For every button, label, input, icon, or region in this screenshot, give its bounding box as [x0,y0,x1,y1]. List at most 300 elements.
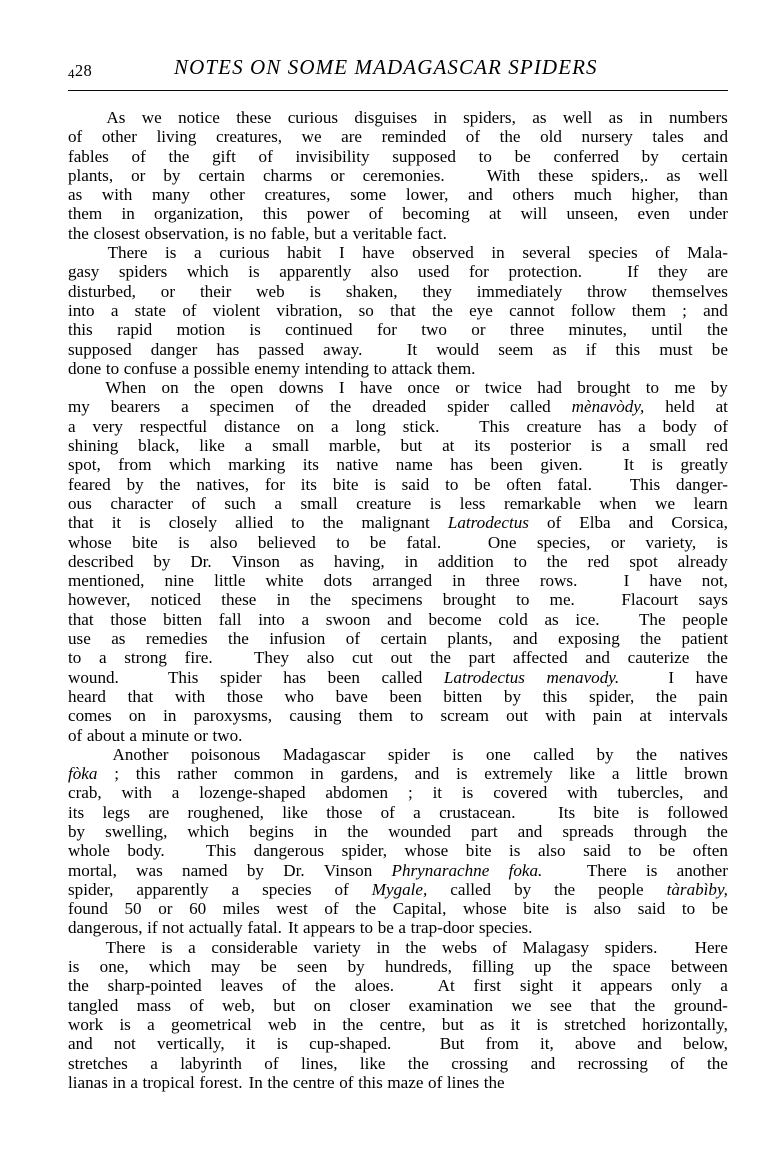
word: bite [523,899,549,919]
word: One [487,532,517,552]
word: or [471,320,486,340]
word: strong [124,648,167,668]
word: if [585,339,597,359]
word: the [499,127,521,147]
text-line [68,417,728,436]
word: When [105,378,147,398]
word: supposed [68,339,132,359]
word: with [545,706,576,726]
word: of [380,802,395,822]
word: like [569,764,596,784]
word: tales [652,127,684,147]
word: patient [681,629,728,649]
word: which [148,957,191,977]
word: lower, [405,185,449,205]
word: passed [258,339,304,359]
text-line [68,455,728,474]
word: as [299,551,315,571]
word: by [596,744,614,764]
word: stick. [402,416,440,436]
word: the [706,1053,728,1073]
word: with [567,783,598,803]
word: begins [249,821,294,841]
word: three [509,320,545,340]
word: or [158,899,173,919]
word: extremely [484,764,553,784]
word: with [174,686,206,706]
word: with [121,783,152,803]
word: pain [698,686,728,706]
word: of [345,629,361,649]
word: invisibility [295,146,370,166]
word: natives [679,744,728,764]
word: was [136,860,163,880]
word: appears [600,976,653,996]
word: much [573,185,612,205]
word: creatures, [216,127,283,147]
word: up [534,957,552,977]
word: black, [138,436,180,456]
word: minutes, [568,320,627,340]
word: a [181,358,190,378]
word: whose [68,532,112,552]
word: seem [498,339,534,359]
text-line [68,397,728,416]
word: at [488,204,502,224]
word: to [291,513,305,533]
word: we [301,127,322,147]
word: lianas [68,1072,108,1092]
text-line [68,359,728,378]
word: pain [592,706,623,726]
word: open [230,378,264,398]
word: into [68,300,95,320]
word: 60 [189,899,207,919]
word: some [350,185,387,205]
word: out [506,706,528,726]
word: under [689,204,728,224]
word: notice [178,108,220,127]
word: by [347,957,365,977]
text-line [68,996,728,1015]
word: ; [407,783,413,803]
word: it [432,783,443,803]
word: heard [68,686,106,706]
word: in [376,937,390,957]
word: dangerous [253,841,325,861]
word: web, [222,995,255,1015]
word: mortal, [68,860,117,880]
word: is [461,783,474,803]
word: and [517,821,543,841]
word: of [546,513,562,533]
word: is [233,223,245,243]
word: shaken, [345,281,398,301]
text-line [68,127,728,146]
word: brought [577,378,631,398]
word: part [471,821,498,841]
word: natives, [196,474,250,494]
word: whose [463,899,507,919]
word: plants, [447,629,493,649]
word: their [199,281,232,301]
word: in [310,764,324,784]
word: throw [587,281,628,301]
word: power [306,204,350,224]
word: a [188,937,196,957]
word: is [178,532,190,552]
word: supposed [392,146,456,166]
word: its [474,436,491,456]
word: that [590,995,616,1015]
word: Corsica, [671,513,728,533]
running-head [68,55,728,85]
word: ; [682,300,687,320]
word: we [655,493,676,513]
word: addition [437,551,494,571]
word: closer [349,995,391,1015]
word: native [336,455,379,475]
word: the [355,899,377,919]
word: followed [667,802,728,822]
word: the [159,474,181,494]
word: a [171,783,180,803]
word: Dr. [283,860,305,880]
word: a [398,918,407,938]
text-line [68,185,728,204]
word: sharp-pointed [107,976,202,996]
word: leaves [220,976,264,996]
word: possible [193,358,250,378]
word: the [706,821,728,841]
word: not, [701,571,728,591]
word: creature [356,493,412,513]
italic-term: Latrodectus [443,667,525,687]
text-line [68,590,728,609]
word: it, [540,1034,554,1054]
word: the [707,648,728,668]
word: two. [212,725,243,745]
word: ground- [673,995,728,1015]
word: respectful [139,416,208,436]
word: cup-shaped. [309,1034,392,1054]
word: rapid [117,320,153,340]
word: or [160,281,176,301]
word: like [199,436,225,456]
word: ice. [575,609,600,629]
word: that [68,609,94,629]
word: by [503,686,522,706]
word: It [623,455,635,475]
word: of [182,300,197,320]
word: old [540,127,562,147]
word: this [135,764,161,784]
word: fact. [416,223,447,243]
word: as [68,185,83,205]
word: It [406,339,418,359]
word: crustacean. [439,802,516,822]
word: and [703,127,728,147]
word: minute [141,725,190,745]
word: actually [188,918,243,938]
word: other [209,185,245,205]
word: is [509,841,521,861]
word: body [662,416,697,436]
word: by [68,821,86,841]
word: would [436,339,480,359]
word: another [676,860,728,880]
word: than [698,185,728,205]
word: is [429,493,442,513]
word: spiders, [463,108,516,127]
word: seen [296,957,328,977]
word: observed [412,243,474,263]
word: legs [102,802,131,822]
word: a [194,243,202,263]
word: a [147,1014,155,1034]
word: tangled [68,995,119,1015]
word: of [492,937,507,957]
word: bite [465,841,492,861]
word: used [418,262,450,282]
text-line [68,475,728,494]
word: labyrinth [180,1053,242,1073]
word: part [468,648,496,668]
word: a [181,397,189,417]
text-line [68,494,728,513]
word: Another [112,744,169,764]
text-line [68,378,728,397]
word: There [107,243,148,263]
word: have [359,378,393,398]
body-text [68,108,728,1092]
word: Malagasy [522,937,590,957]
word: a [413,802,421,822]
word: has [216,339,240,359]
word: the [431,300,453,320]
word: two [421,320,447,340]
word: spider [447,397,489,417]
word: spider [387,744,430,764]
word: rows. [539,571,578,591]
text-line [68,224,728,243]
word: to [645,378,660,398]
word: to [410,706,424,726]
word: my [68,397,90,417]
word: called [450,879,492,899]
word: people [598,879,644,899]
word: but [273,995,296,1015]
word: small [649,436,687,456]
word: abdomen [325,783,389,803]
word: said [583,841,611,861]
word: the [310,590,332,610]
text-line [68,147,728,166]
word: less [459,493,486,513]
text-line [68,783,728,802]
word: brought [442,590,496,610]
word: this [615,339,641,359]
word: hundreds, [384,957,452,977]
word: comes [68,706,112,726]
word: others [512,185,555,205]
word: west [276,899,308,919]
word: to [68,648,82,668]
word: as [608,108,623,127]
word: bite [332,474,359,494]
word: may [210,957,241,977]
word: posterior [510,436,571,456]
word: out [390,648,413,668]
word: must [659,339,693,359]
word: a [98,648,107,668]
word: red [706,436,728,456]
word: I [623,571,630,591]
word: three [485,571,520,591]
text-line [68,282,728,301]
text-line [68,204,728,223]
word: had [537,378,562,398]
word: to [359,918,374,938]
word: the [330,397,352,417]
word: attack [391,358,433,378]
word: of [68,725,83,745]
word: already [677,551,728,571]
page-number [68,61,92,82]
word: This [629,474,661,494]
word: confuse [123,358,177,378]
word: at [639,706,652,726]
word: is [249,320,261,340]
word: the [636,744,657,764]
word: in [452,571,466,591]
word: stretches [68,1053,128,1073]
word: downs [278,378,324,398]
word: Madagascar [282,744,366,764]
word: I [668,667,675,687]
word: as [480,1014,495,1034]
word: see [549,995,572,1015]
word: have [362,243,395,263]
word: danger- [676,474,728,494]
word: state [134,300,166,320]
word: use [68,629,91,649]
word: mentioned, [68,571,145,591]
word: recrossing [577,1053,648,1073]
word: been [327,667,360,687]
word: of [295,397,310,417]
word: stretched [564,1014,626,1034]
word: been [389,686,422,706]
word: become [428,609,482,629]
word: appears [303,918,356,938]
word: a [150,1053,158,1073]
word: in [121,204,135,224]
word: them [68,204,103,224]
word: one [486,744,511,764]
word: violent [212,300,261,320]
word: scream [440,706,489,726]
word: is [139,513,151,533]
text-line [68,1015,728,1034]
word: into [258,609,285,629]
word: is [565,899,577,919]
word: away. [323,339,363,359]
word: specimen [209,397,275,417]
word: the [634,995,656,1015]
word: brown [684,764,728,784]
word: people [682,609,728,629]
text-line [68,1073,728,1092]
word: But [439,1034,465,1054]
word: vertically, [156,1034,225,1054]
text-line [68,918,728,937]
italic-term: tàrabìby, [666,879,728,899]
word: forest. [199,1072,243,1092]
word: is [165,243,177,263]
word: or [455,378,470,398]
word: whose [404,841,449,861]
word: learn [693,493,728,513]
word: centre [292,1072,335,1092]
word: immediately [476,281,563,301]
word: fire. [184,648,213,668]
word: webs [441,937,478,957]
word: having, [333,551,385,571]
word: greatly [680,455,728,475]
word: enemy [254,358,300,378]
word: who [284,686,314,706]
word: roughened, [187,802,264,822]
word: in [491,243,505,263]
word: Vinson [231,551,280,571]
word: it [245,1034,256,1054]
word: and [414,764,440,784]
word: above [575,1034,616,1054]
word: said [401,474,430,494]
word: to [105,358,120,378]
word: of [339,1072,354,1092]
word: is [161,937,173,957]
word: fable, [270,223,310,243]
word: this [262,204,288,224]
word: about [86,725,125,745]
word: affected [512,648,568,668]
word: also [370,262,399,282]
word: from [118,455,152,475]
word: that [390,300,416,320]
running-title: NOTES ON SOME MADAGASCAR SPIDERS [174,55,598,79]
word: At [437,976,455,996]
word: to [373,358,387,378]
word: horizontally, [642,1014,728,1034]
word: bitten [443,686,483,706]
text-line [68,166,728,185]
word: is [276,1034,288,1054]
word: is [119,1014,131,1034]
word: charms [262,165,313,185]
text-line [68,1034,728,1053]
word: like [282,802,308,822]
word: geometrical [171,1014,252,1034]
text-line [68,262,728,281]
word: and [703,783,728,803]
word: ; [114,764,119,784]
word: nine [164,571,194,591]
italic-term: foka. [508,860,543,880]
word: the [405,937,427,957]
word: is [645,860,658,880]
